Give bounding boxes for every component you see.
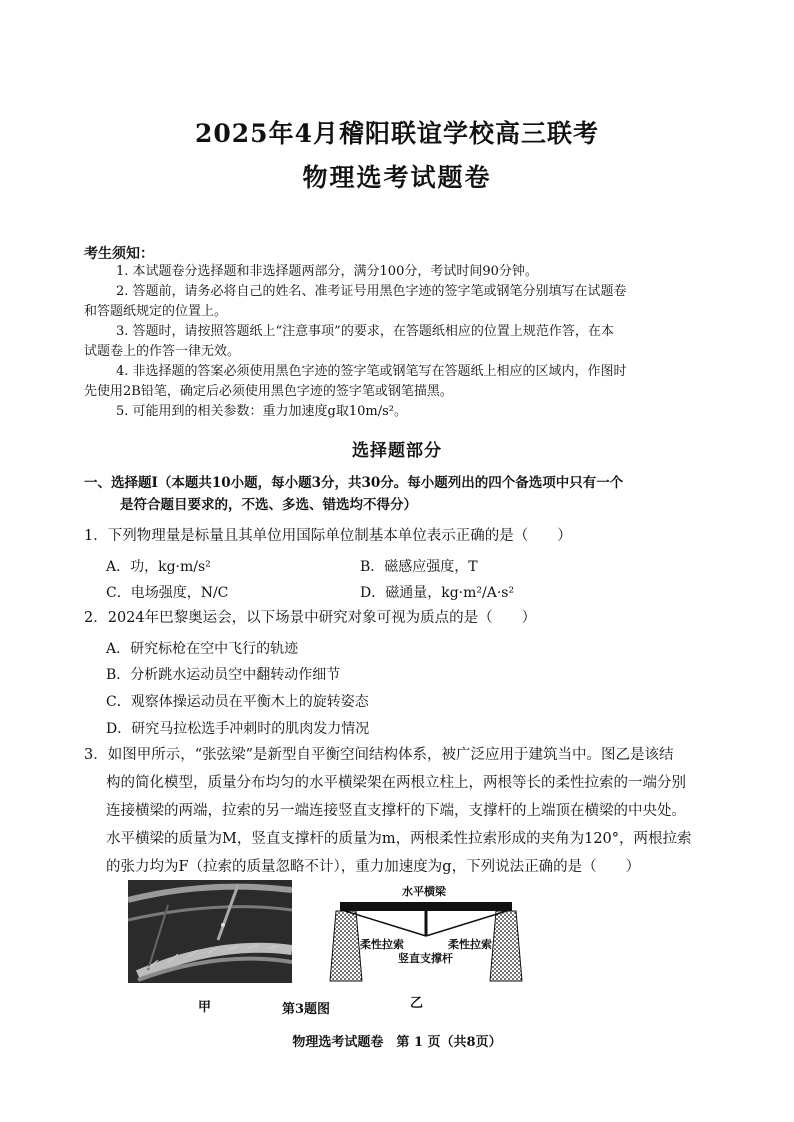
label-beam: 水平横梁 bbox=[402, 885, 446, 898]
notice-list bbox=[84, 262, 714, 422]
part-heading-line1: 一、选择题Ⅰ（本题共10小题，每小题3分，共30分。每小题列出的四个备选项中只有一个 bbox=[84, 475, 624, 491]
label-strut: 竖直支撑杆 bbox=[398, 952, 453, 965]
question-1-stem: 1．下列物理量是标量且其单位用国际单位制基本单位表示正确的是（ ） bbox=[84, 528, 572, 544]
q1-option-d: D．磁通量，kg·m²/A·s² bbox=[360, 585, 515, 601]
part-heading bbox=[84, 472, 724, 516]
q1-option-c: C．电场强度，N/C bbox=[106, 585, 229, 601]
exam-title: 2025年4月稽阳联谊学校高三联考 bbox=[195, 119, 599, 148]
notice-item-3-cont: 试题卷上的作答一律无效。 bbox=[84, 344, 241, 359]
left-pillar bbox=[330, 911, 362, 981]
notice-item-5: 5. 可能用到的相关参数：重力加速度g取10m/s²。 bbox=[116, 404, 407, 419]
notice-item-2-cont: 和答题纸规定的位置上。 bbox=[84, 304, 228, 319]
q2-option-c: C．观察体操运动员在平衡木上的旋转姿态 bbox=[106, 694, 369, 710]
page-footer: 物理选考试题卷 第 1 页（共8页） bbox=[292, 1035, 502, 1050]
notice-item-4: 4. 非选择题的答案必须使用黑色字迹的签字笔或钢笔写在答题纸上相应的区域内，作图时 bbox=[116, 364, 627, 379]
notice-item-3: 3. 答题时，请按照答题纸上“注意事项”的要求，在答题纸相应的位置上规范作答，在本 bbox=[116, 324, 614, 339]
q1-option-a: A．功，kg·m/s² bbox=[106, 559, 211, 575]
label-cable-right: 柔性拉索 bbox=[448, 938, 492, 951]
question-3-stem bbox=[84, 741, 724, 881]
q3-line-4: 水平横梁的质量为M，竖直支撑杆的质量为m，两根柔性拉索形成的夹角为120°，两根拉索 bbox=[106, 831, 692, 847]
notice-item-4-cont: 先使用2B铅笔，确定后必须使用黑色字迹的签字笔或钢笔描黑。 bbox=[84, 384, 453, 399]
exam-subtitle: 物理选考试题卷 bbox=[302, 163, 492, 192]
section-title: 选择题部分 bbox=[352, 441, 442, 461]
q1-option-b: B．磁感应强度，T bbox=[360, 559, 478, 575]
notice-heading: 考生须知： bbox=[84, 246, 154, 262]
q2-option-d: D．研究马拉松选手冲刺时的肌肉发力情况 bbox=[106, 721, 370, 737]
q3-line-2: 构的简化模型，质量分布均匀的水平横梁架在两根立柱上，两根等长的柔性拉索的一端分别 bbox=[106, 775, 686, 791]
bridge-photo-graphic bbox=[128, 880, 292, 983]
label-cable-left: 柔性拉索 bbox=[360, 938, 404, 951]
photo-jia bbox=[128, 880, 292, 983]
horizontal-beam bbox=[340, 902, 512, 911]
q2-option-a: A．研究标枪在空中飞行的轨迹 bbox=[106, 641, 299, 657]
notice-item-2: 2. 答题前，请务必将自己的姓名、准考证号用黑色字迹的签字笔或钢笔分别填写在试题卷 bbox=[116, 284, 627, 299]
label-yi: 乙 bbox=[410, 996, 424, 1011]
notice-item-1: 1. 本试题卷分选择题和非选择题两部分，满分100分，考试时间90分钟。 bbox=[116, 264, 538, 279]
q3-line-3: 连接横梁的两端，拉索的另一端连接竖直支撑杆的下端，支撑杆的上端顶在横梁的中央处。 bbox=[106, 803, 686, 819]
right-pillar bbox=[490, 911, 522, 981]
label-jia: 甲 bbox=[198, 1000, 212, 1015]
q3-line-1: 3．如图甲所示，“张弦梁”是新型自平衡空间结构体系，被广泛应用于建筑当中。图乙是该结 bbox=[84, 747, 674, 763]
part-heading-line2: 是符合题目要求的，不选、多选、错选均不得分） bbox=[120, 497, 417, 513]
q2-option-b: B．分析跳水运动员空中翻转动作细节 bbox=[106, 667, 341, 683]
question-2-stem: 2．2024年巴黎奥运会，以下场景中研究对象可视为质点的是（ ） bbox=[84, 610, 537, 626]
question-3-figures bbox=[120, 880, 540, 1017]
q3-line-5: 的张力均为F（拉索的质量忽略不计），重力加速度为g，下列说法正确的是（ ） bbox=[106, 859, 641, 875]
figure-caption: 第3题图 bbox=[282, 1002, 331, 1017]
